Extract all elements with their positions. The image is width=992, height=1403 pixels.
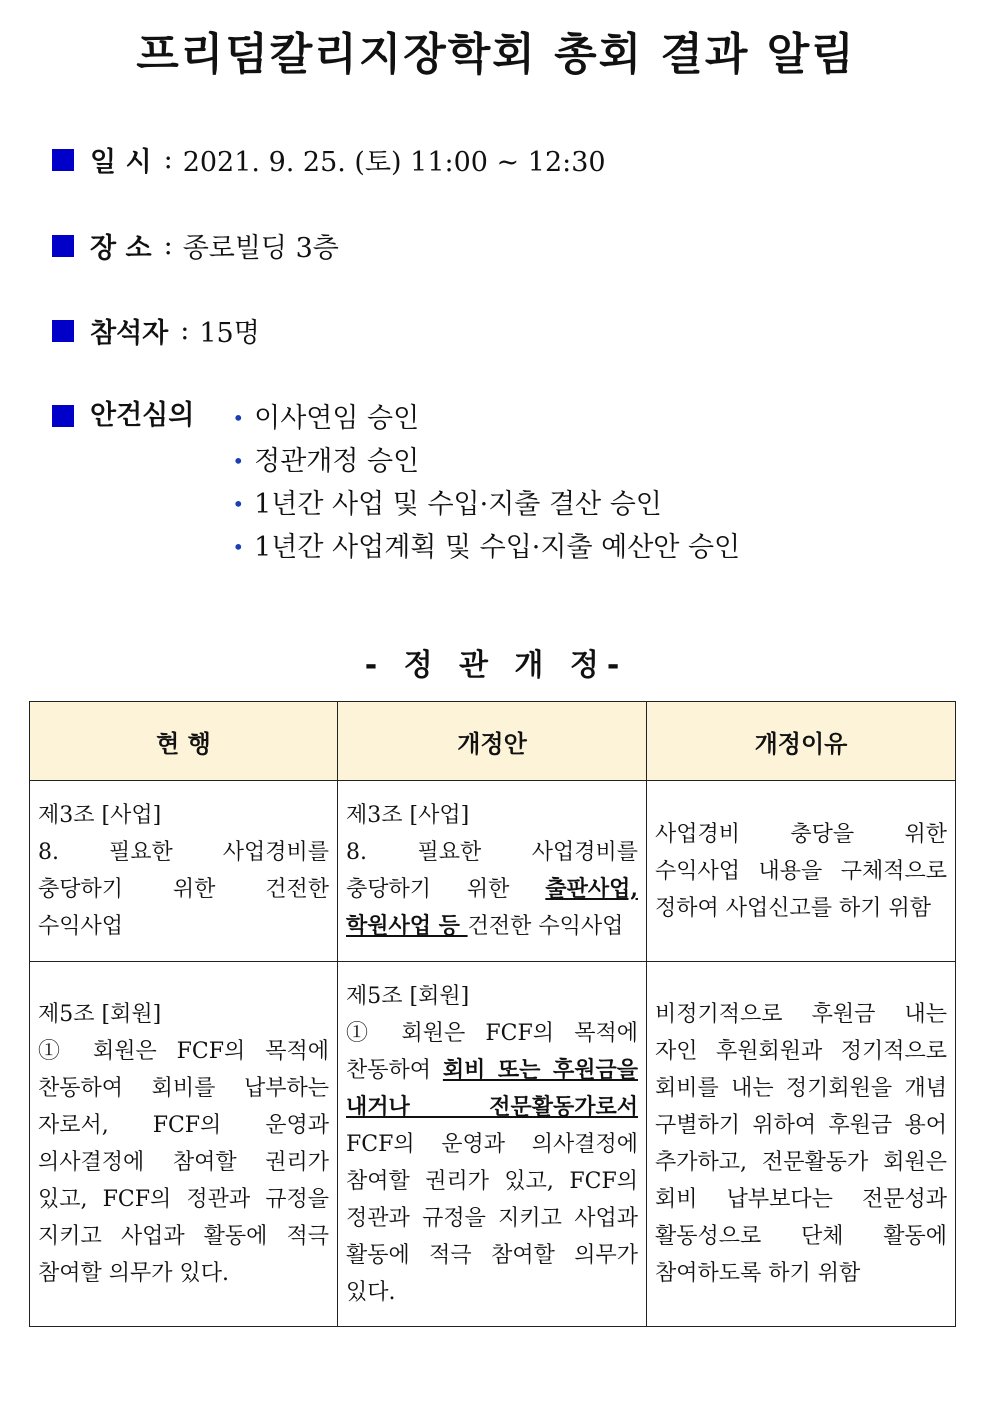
- agenda-item: • 이사연임 승인: [232, 397, 740, 440]
- agenda-item: • 1년간 사업계획 및 수입·지출 예산안 승인: [232, 526, 740, 569]
- dot-bullet-icon: •: [232, 535, 245, 559]
- dot-bullet-icon: •: [232, 449, 245, 473]
- place-label: 장 소: [90, 233, 152, 264]
- table-row: [30, 962, 956, 1327]
- dot-bullet-icon: •: [232, 406, 245, 430]
- attendees-label: 참석자: [90, 318, 169, 349]
- square-bullet-icon: [52, 235, 74, 257]
- agenda-label: 안건심의: [90, 400, 195, 431]
- amended-text: 출판사업, 학원사업 등: [346, 876, 638, 939]
- amended-text: 회비 또는 후원금을 내거나 전문활동가로서: [346, 1056, 638, 1120]
- date-label: 일 시: [90, 147, 152, 178]
- square-bullet-icon: [52, 149, 74, 171]
- square-bullet-icon: [52, 320, 74, 342]
- header-reason: 개정이유: [647, 702, 956, 781]
- page-title: 프리덤칼리지장학회 총회 결과 알림: [136, 29, 856, 80]
- cell-reason: 비정기적으로 후원금 내는 자인 후원회원과 정기적으로 회비를 내는 정기회원을 개념 구별하기 위하여 후원금 용어 추가하고, 전문활동가 회원은 회비 납부보다는 전문성과 활동성으로 단체 활동에 참여하도록 하기 위함: [647, 962, 956, 1327]
- header-proposed: 개정안: [338, 702, 647, 781]
- cell-current: 제5조 [회원] ① 회원은 FCF의 목적에 찬동하여 회비를 납부하는 자로서, FCF의 운영과 의사결정에 참여할 권리가 있고, FCF의 정관과 규정을 지키고 사업과 활동에 적극 참여할 의무가 있다.: [30, 962, 338, 1327]
- info-place: 장 소 : 종로빌딩 3층: [52, 226, 339, 265]
- table-header-row: [30, 702, 956, 781]
- cell-reason: 사업경비 충당을 위한 수익사업 내용을 구체적으로 정하여 사업신고를 하기 위함: [647, 781, 956, 962]
- info-attendees: 참석자 : 15명: [52, 311, 260, 350]
- info-date: 일 시 : 2021. 9. 25. (토) 11:00 ~ 12:30: [52, 140, 606, 179]
- cell-proposed: 제3조 [사업] 8. 필요한 사업경비를 충당하기 위한 출판사업, 학원사업 등 건전한 수익사업: [338, 781, 647, 962]
- cell-proposed: 제5조 [회원] ① 회원은 FCF의 목적에 찬동하여 회비 또는 후원금을 내거나 전문활동가로서 FCF의 운영과 의사결정에 참여할 권리가 있고, FCF의 정관과 규정을 지키고 사업과 활동에 적극 참여할 의무가 있다.: [338, 962, 647, 1327]
- square-bullet-icon: [52, 405, 74, 427]
- agenda-item: • 1년간 사업 및 수입·지출 결산 승인: [232, 483, 740, 526]
- header-current: 현 행: [30, 702, 338, 781]
- dot-bullet-icon: •: [232, 492, 245, 516]
- place-value: 종로빌딩 3층: [182, 233, 339, 264]
- agenda-list: [232, 397, 740, 569]
- table-row: [30, 781, 956, 962]
- info-agenda: [52, 397, 740, 569]
- date-value: 2021. 9. 25. (토) 11:00 ~ 12:30: [182, 147, 606, 178]
- attendees-value: 15명: [199, 318, 260, 349]
- section-title: - 정 관 개 정-: [364, 648, 628, 683]
- amendment-table: [29, 701, 956, 1327]
- cell-current: 제3조 [사업] 8. 필요한 사업경비를 충당하기 위한 건전한 수익사업: [30, 781, 338, 962]
- agenda-item: • 정관개정 승인: [232, 440, 740, 483]
